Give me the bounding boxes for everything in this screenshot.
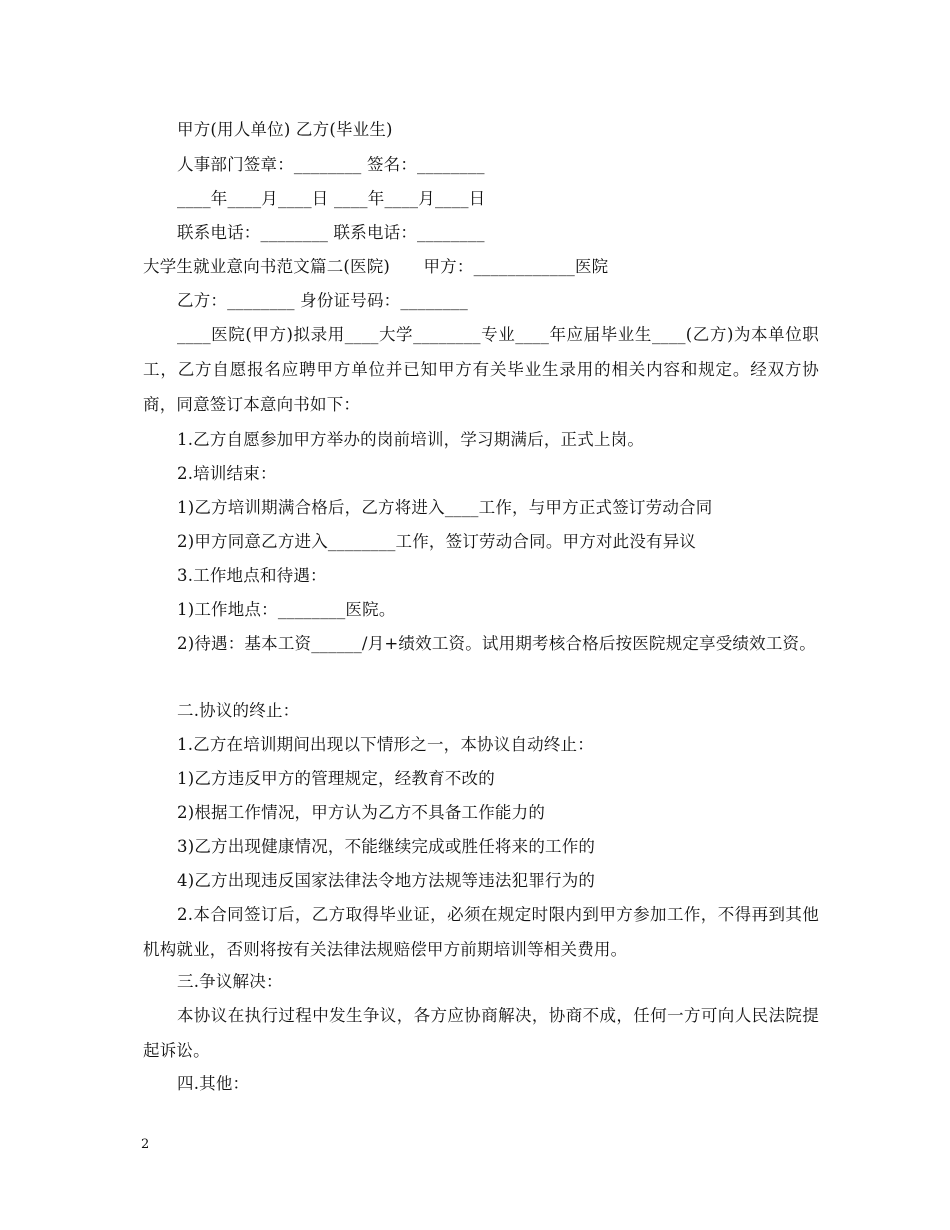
clause-location-heading: 3.工作地点和待遇： [177,566,327,585]
section-termination-heading: 二.协议的终止： [177,701,300,720]
clause-salary-paragraph: 2)待遇：基本工资______/月+绩效工资。试用期考核合格后按医院规定享受绩效工资。 [177,634,816,653]
clause-training: 1.乙方自愿参加甲方举办的岗前培训，学习期满后，正式上岗。 [177,430,645,449]
party-b-id-line: 乙方：________ 身份证号码：________ [177,291,468,310]
signature-parties-line: 甲方(用人单位) 乙方(毕业生) [177,120,393,139]
termination-item-1: 1)乙方违反甲方的管理规定，经教育不改的 [177,769,495,788]
signature-date-line: ____年____月____日 ____年____月____日 [177,189,486,208]
clause-contract-2: 2)甲方同意乙方进入________工作，签订劳动合同。甲方对此没有异议 [177,532,697,551]
section-dispute-heading: 三.争议解决： [177,972,283,991]
termination-item-4: 4)乙方出现违反国家法律法令地方法规等违法犯罪行为的 [177,871,596,890]
section-title-line: 大学生就业意向书范文篇二(医院) 甲方：____________医院 [143,257,609,276]
termination-item-2: 2)根据工作情况，甲方认为乙方不具备工作能力的 [177,803,546,822]
contact-phone-line: 联系电话：________ 联系电话：________ [177,223,485,242]
signature-fields-line: 人事部门签章：________ 签名：________ [177,155,485,174]
intro-paragraph: ____医院(甲方)拟录用____大学________专业____年应届毕业生____(乙方)为本单位职工，乙方自愿报名应聘甲方单位并已知甲方有关毕业生录用的相关内容和规定。经双方协商，同意签订本意向书如下： [143,325,819,414]
termination-conditions: 1.乙方在培训期间出现以下情形之一，本协议自动终止： [177,735,594,754]
termination-item-3: 3)乙方出现健康情况，不能继续完成或胜任将来的工作的 [177,837,596,856]
page-number: 2 [141,1137,150,1152]
clause-contract-1: 1)乙方培训期满合格后，乙方将进入____工作，与甲方正式签订劳动合同 [177,498,713,517]
dispute-paragraph: 本协议在执行过程中发生争议，各方应协商解决，协商不成，任何一方可向人民法院提起诉讼。 [143,1006,819,1060]
clause-training-end: 2.培训结束： [177,464,277,483]
section-other-heading: 四.其他： [177,1074,250,1093]
post-signing-paragraph: 2.本合同签订后，乙方取得毕业证，必须在规定时限内到甲方参加工作，不得再到其他机构就业，否则将按有关法律法规赔偿甲方前期培训等相关费用。 [143,905,819,959]
clause-location: 1)工作地点：________医院。 [177,600,396,619]
